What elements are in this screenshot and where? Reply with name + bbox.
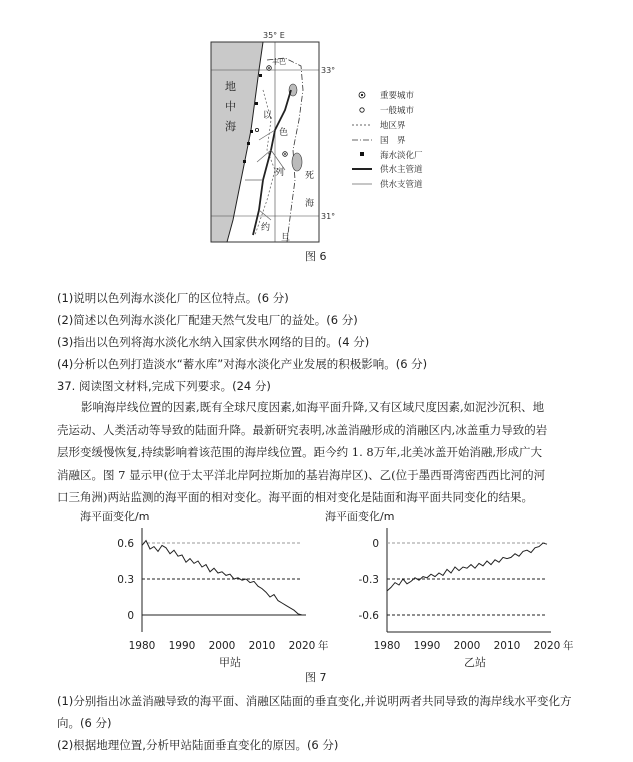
question-37-2: (2)根据地理位置,分析甲站陆面垂直变化的原因。(6 分) xyxy=(57,738,339,752)
y-tick-label: 0 xyxy=(372,538,379,550)
plant-marker xyxy=(259,74,262,77)
question-37-1-cont: 向。(6 分) xyxy=(57,716,112,730)
y-tick-label: -0.6 xyxy=(358,610,379,622)
legend-label: 海水淡化厂 xyxy=(380,151,423,161)
paragraph-line: 层形变缓慢恢复,持续影响着该范围的海岸线位置。距今约 1. 8万年,北美冰盖开始消融,形成广大 xyxy=(57,445,543,459)
x-tick-label: 1980 xyxy=(373,640,401,652)
israel-map xyxy=(205,30,345,258)
lon-label: 35° E xyxy=(263,31,285,40)
chart-title: 甲站 xyxy=(219,656,241,669)
plant-marker xyxy=(255,102,258,105)
city-marker xyxy=(284,153,286,155)
y-tick-label: 0 xyxy=(127,610,134,622)
figure-6-map xyxy=(205,30,345,258)
x-tick-label: 2000 xyxy=(453,640,481,652)
chart-station-b xyxy=(325,508,585,670)
x-tick-label: 1990 xyxy=(168,640,196,652)
country-label: 以 xyxy=(263,111,273,121)
question-36-1: (1)说明以色列海水淡化厂的区位特点。(6 分) xyxy=(57,291,289,305)
x-tick-label: 2010 xyxy=(248,640,276,652)
sea-label: 中 xyxy=(225,100,236,113)
sea-label-dead: 海 xyxy=(305,199,315,209)
dead-sea xyxy=(292,153,302,171)
figure-6-caption: 图 6 xyxy=(305,250,327,263)
paragraph-line: 消融区。图 7 显示甲(位于太平洋北岸阿拉斯加的基岩海岸区)、乙(位于墨西哥湾密西西比河的河 xyxy=(57,467,546,482)
legend-label: 供水主管道 xyxy=(380,165,423,175)
sea-level-series-line xyxy=(387,543,547,591)
legend-label: 国 界 xyxy=(380,136,406,146)
important-city-symbol xyxy=(361,94,363,96)
x-tick-label: 1980 xyxy=(128,640,156,652)
paragraph-line: 影响海岸线位置的因素,既有全球尺度因素,如海平面升降,又有区域尺度因素,如泥沙沉积、地 xyxy=(81,400,545,414)
mediterranean-sea xyxy=(211,42,263,242)
lat-label-bottom: 31° xyxy=(321,212,336,221)
national-border xyxy=(267,58,303,242)
question-37-title: 37. 阅读图文材料,完成下列要求。(24 分) xyxy=(57,379,271,393)
plant-marker xyxy=(243,160,246,163)
y-tick-label: 0.6 xyxy=(117,538,134,550)
y-axis-label: 海平面变化/m xyxy=(80,510,150,523)
x-tick-label: 2010 xyxy=(493,640,521,652)
plant-marker xyxy=(250,130,253,133)
chart-title: 乙站 xyxy=(464,656,486,669)
legend-label: 一般城市 xyxy=(380,106,415,116)
country-label: 旦 xyxy=(281,233,291,243)
plant-marker xyxy=(247,142,250,145)
city-label: 丰巴 xyxy=(272,58,286,66)
y-tick-label: -0.3 xyxy=(358,574,379,586)
city-marker xyxy=(268,67,270,69)
sea-level-series-line xyxy=(142,541,302,615)
figure-7-caption: 图 7 xyxy=(305,671,327,684)
map-legend xyxy=(350,88,460,194)
y-axis-label: 海平面变化/m xyxy=(325,510,395,523)
lat-label-top: 33° xyxy=(321,66,336,75)
chart-station-a xyxy=(80,508,330,670)
country-label: 约 xyxy=(261,223,271,233)
plant-symbol xyxy=(360,152,364,156)
legend-label: 供水支管道 xyxy=(380,180,423,190)
sea-label: 地 xyxy=(225,80,236,93)
x-axis-label: 年 xyxy=(318,640,329,652)
question-36-4: (4)分析以色列打造淡水“蓄水库”对海水淡化产业发展的积极影响。(6 分) xyxy=(57,357,428,371)
country-label: 列 xyxy=(275,168,285,178)
x-axis-label: 年 xyxy=(563,640,574,652)
question-37-1: (1)分别指出冰盖消融导致的海平面、消融区陆面的垂直变化,并说明两者共同导致的海岸线水平变化方 xyxy=(57,694,572,708)
x-tick-label: 2000 xyxy=(208,640,236,652)
material-paragraph xyxy=(57,396,577,511)
paragraph-line: 壳运动、人类活动等导致的陆面升降。最新研究表明,冰盖消融形成的消融区内,冰盖重力导致的岩 xyxy=(57,422,548,437)
sea-label: 海 xyxy=(225,120,236,133)
question-36-2: (2)简述以色列海水淡化厂配建天然气发电厂的益处。(6 分) xyxy=(57,313,358,327)
paragraph-line: 口三角洲)两站监测的海平面的相对变化。海平面的相对变化是陆面和海平面共同变化的结果。 xyxy=(57,490,533,504)
legend-label: 重要城市 xyxy=(380,91,415,101)
country-label: 色 xyxy=(279,128,289,138)
question-36-3: (3)指出以色列将海水淡化水纳入国家供水网络的目的。(4 分) xyxy=(57,335,370,349)
y-tick-label: 0.3 xyxy=(117,574,134,586)
legend-symbols xyxy=(350,88,460,194)
x-tick-label: 2020 xyxy=(533,640,561,652)
x-tick-label: 1990 xyxy=(413,640,441,652)
city-marker xyxy=(255,128,258,131)
ordinary-city-symbol xyxy=(360,108,364,112)
sea-label-dead: 死 xyxy=(305,171,315,181)
x-tick-label: 2020 xyxy=(288,640,316,652)
legend-label: 地区界 xyxy=(380,121,406,131)
